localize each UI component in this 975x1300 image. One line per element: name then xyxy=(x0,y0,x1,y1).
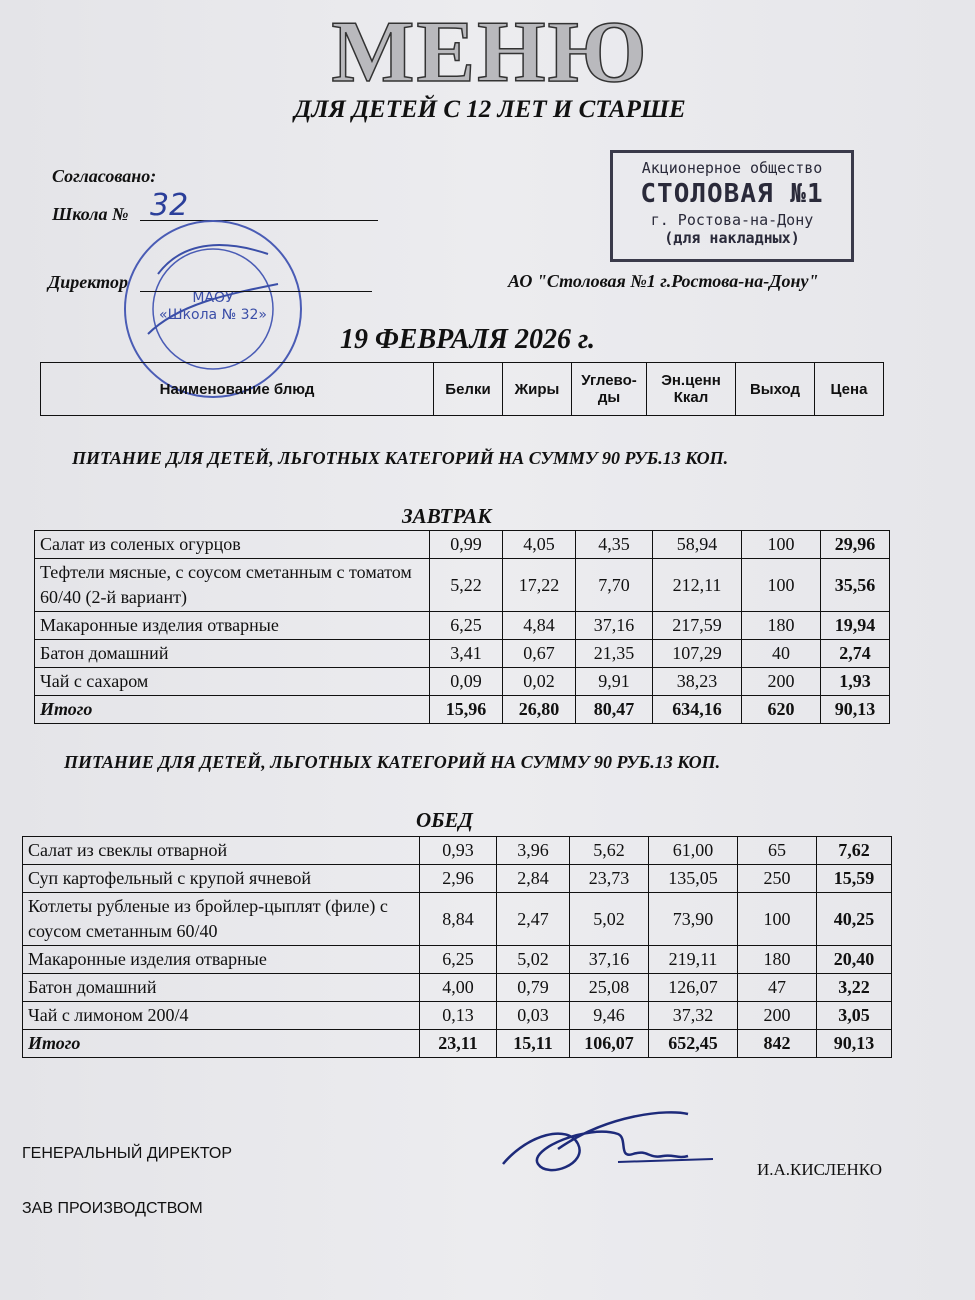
seal-text xyxy=(118,290,308,324)
signature-icon xyxy=(498,1104,718,1184)
kcal-value: 58,94 xyxy=(653,531,742,559)
total-kcal: 652,45 xyxy=(649,1030,738,1058)
carbs-value: 5,02 xyxy=(570,893,649,946)
production-head-label: ЗАВ ПРОИЗВОДСТВОМ xyxy=(22,1200,203,1217)
total-fat: 15,11 xyxy=(497,1030,570,1058)
col-yield: Выход xyxy=(736,363,815,416)
fat-value: 4,05 xyxy=(503,531,576,559)
director-name: И.А.КИСЛЕНКО xyxy=(757,1160,882,1179)
fat-value: 0,67 xyxy=(503,640,576,668)
breakfast-section-title: ПИТАНИЕ ДЛЯ ДЕТЕЙ, ЛЬГОТНЫХ КАТЕГОРИЙ НА СУММУ 90 РУБ.13 КОП. xyxy=(72,448,729,468)
price-value: 3,22 xyxy=(817,974,892,1002)
price-value: 3,05 xyxy=(817,1002,892,1030)
yield-value: 200 xyxy=(738,1002,817,1030)
lunch-title: ОБЕД xyxy=(416,808,473,832)
yield-value: 180 xyxy=(738,946,817,974)
col-protein: Белки xyxy=(434,363,503,416)
carbs-value: 21,35 xyxy=(576,640,653,668)
protein-value: 0,93 xyxy=(420,837,497,865)
stamp-line-3: г. Ростова-на-Дону xyxy=(650,211,814,229)
protein-value: 5,22 xyxy=(430,559,503,612)
carbs-value: 25,08 xyxy=(570,974,649,1002)
table-row xyxy=(23,974,892,1002)
menu-date: 19 ФЕВРАЛЯ 2026 г. xyxy=(340,324,595,355)
protein-value: 0,09 xyxy=(430,668,503,696)
protein-value: 6,25 xyxy=(430,612,503,640)
director-label: Директор xyxy=(48,272,128,292)
carbs-value: 4,35 xyxy=(576,531,653,559)
carbs-value: 7,70 xyxy=(576,559,653,612)
yield-value: 180 xyxy=(742,612,821,640)
dish-name: Суп картофельный с крупой ячневой xyxy=(23,865,420,893)
dish-name: Котлеты рубленые из бройлер-цыплят (филе) с соусом сметанным 60/40 xyxy=(23,893,420,946)
total-label: Итого xyxy=(35,696,430,724)
total-row xyxy=(23,1030,892,1058)
total-protein: 15,96 xyxy=(430,696,503,724)
table-row xyxy=(35,531,890,559)
protein-value: 6,25 xyxy=(420,946,497,974)
organization-name: АО "Столовая №1 г.Ростова-на-Дону" xyxy=(508,271,819,291)
stamp-line-1: Акционерное общество xyxy=(641,159,823,177)
director-signature-line xyxy=(140,291,372,292)
col-dish-name: Наименование блюд xyxy=(41,363,434,416)
menu-subtitle: ДЛЯ ДЕТЕЙ С 12 ЛЕТ И СТАРШЕ xyxy=(294,96,686,123)
fat-value: 17,22 xyxy=(503,559,576,612)
total-label: Итого xyxy=(23,1030,420,1058)
kcal-value: 217,59 xyxy=(653,612,742,640)
school-label: Школа № xyxy=(52,204,129,224)
yield-value: 40 xyxy=(742,640,821,668)
total-row xyxy=(35,696,890,724)
table-row xyxy=(35,640,890,668)
kcal-value: 61,00 xyxy=(649,837,738,865)
col-kcal: Эн.ценн Ккал xyxy=(647,363,736,416)
price-value: 20,40 xyxy=(817,946,892,974)
kcal-value: 107,29 xyxy=(653,640,742,668)
carbs-value: 5,62 xyxy=(570,837,649,865)
protein-value: 0,13 xyxy=(420,1002,497,1030)
fat-value: 2,47 xyxy=(497,893,570,946)
seal-line-1: МАОУ xyxy=(192,290,234,306)
kcal-value: 126,07 xyxy=(649,974,738,1002)
column-header-table xyxy=(40,362,884,416)
yield-value: 100 xyxy=(742,531,821,559)
agreed-label: Согласовано: xyxy=(52,166,157,186)
carbs-value: 9,46 xyxy=(570,1002,649,1030)
price-value: 7,62 xyxy=(817,837,892,865)
total-price: 90,13 xyxy=(821,696,890,724)
yield-value: 65 xyxy=(738,837,817,865)
carbs-value: 9,91 xyxy=(576,668,653,696)
yield-value: 250 xyxy=(738,865,817,893)
fat-value: 0,79 xyxy=(497,974,570,1002)
dish-name: Салат из соленых огурцов xyxy=(35,531,430,559)
protein-value: 2,96 xyxy=(420,865,497,893)
kcal-value: 38,23 xyxy=(653,668,742,696)
total-protein: 23,11 xyxy=(420,1030,497,1058)
dish-name: Макаронные изделия отварные xyxy=(35,612,430,640)
kcal-value: 212,11 xyxy=(653,559,742,612)
col-fat: Жиры xyxy=(503,363,572,416)
dish-name: Чай с лимоном 200/4 xyxy=(23,1002,420,1030)
table-row xyxy=(23,1002,892,1030)
total-carbs: 106,07 xyxy=(570,1030,649,1058)
price-value: 40,25 xyxy=(817,893,892,946)
carbs-value: 23,73 xyxy=(570,865,649,893)
table-row xyxy=(23,893,892,946)
dish-name: Тефтели мясные, с соусом сметанным с томатом 60/40 (2-й вариант) xyxy=(35,559,430,612)
carbs-value: 37,16 xyxy=(576,612,653,640)
fat-value: 4,84 xyxy=(503,612,576,640)
kcal-value: 135,05 xyxy=(649,865,738,893)
stamp-line-2: СТОЛОВАЯ №1 xyxy=(640,179,824,209)
lunch-section-title: ПИТАНИЕ ДЛЯ ДЕТЕЙ, ЛЬГОТНЫХ КАТЕГОРИЙ НА СУММУ 90 РУБ.13 КОП. xyxy=(64,752,721,772)
total-carbs: 80,47 xyxy=(576,696,653,724)
dish-name: Батон домашний xyxy=(35,640,430,668)
fat-value: 0,02 xyxy=(503,668,576,696)
price-value: 2,74 xyxy=(821,640,890,668)
table-row xyxy=(23,865,892,893)
col-price: Цена xyxy=(815,363,884,416)
kcal-value: 73,90 xyxy=(649,893,738,946)
total-fat: 26,80 xyxy=(503,696,576,724)
fat-value: 3,96 xyxy=(497,837,570,865)
price-value: 19,94 xyxy=(821,612,890,640)
total-kcal: 634,16 xyxy=(653,696,742,724)
price-value: 15,59 xyxy=(817,865,892,893)
lunch-table xyxy=(22,836,892,1058)
menu-title: МЕНЮ xyxy=(331,4,649,101)
yield-value: 47 xyxy=(738,974,817,1002)
dish-name: Батон домашний xyxy=(23,974,420,1002)
yield-value: 100 xyxy=(738,893,817,946)
company-stamp xyxy=(610,150,854,262)
total-yield: 620 xyxy=(742,696,821,724)
school-number-handwritten: 32 xyxy=(150,188,189,223)
dish-name: Салат из свеклы отварной xyxy=(23,837,420,865)
protein-value: 4,00 xyxy=(420,974,497,1002)
breakfast-table xyxy=(34,530,890,724)
yield-value: 100 xyxy=(742,559,821,612)
total-yield: 842 xyxy=(738,1030,817,1058)
table-row xyxy=(35,668,890,696)
col-carbs: Углево-ды xyxy=(572,363,647,416)
price-value: 1,93 xyxy=(821,668,890,696)
table-row xyxy=(23,946,892,974)
table-row xyxy=(35,559,890,612)
dish-name: Чай с сахаром xyxy=(35,668,430,696)
carbs-value: 37,16 xyxy=(570,946,649,974)
breakfast-title: ЗАВТРАК xyxy=(402,504,492,528)
yield-value: 200 xyxy=(742,668,821,696)
fat-value: 2,84 xyxy=(497,865,570,893)
price-value: 29,96 xyxy=(821,531,890,559)
dish-name: Макаронные изделия отварные xyxy=(23,946,420,974)
protein-value: 0,99 xyxy=(430,531,503,559)
price-value: 35,56 xyxy=(821,559,890,612)
kcal-value: 37,32 xyxy=(649,1002,738,1030)
protein-value: 3,41 xyxy=(430,640,503,668)
seal-line-2: «Школа № 32» xyxy=(159,307,267,323)
fat-value: 5,02 xyxy=(497,946,570,974)
kcal-value: 219,11 xyxy=(649,946,738,974)
fat-value: 0,03 xyxy=(497,1002,570,1030)
stamp-line-4: (для накладных) xyxy=(664,229,800,247)
protein-value: 8,84 xyxy=(420,893,497,946)
table-row xyxy=(35,612,890,640)
general-director-label: ГЕНЕРАЛЬНЫЙ ДИРЕКТОР xyxy=(22,1145,233,1162)
total-price: 90,13 xyxy=(817,1030,892,1058)
table-row xyxy=(23,837,892,865)
